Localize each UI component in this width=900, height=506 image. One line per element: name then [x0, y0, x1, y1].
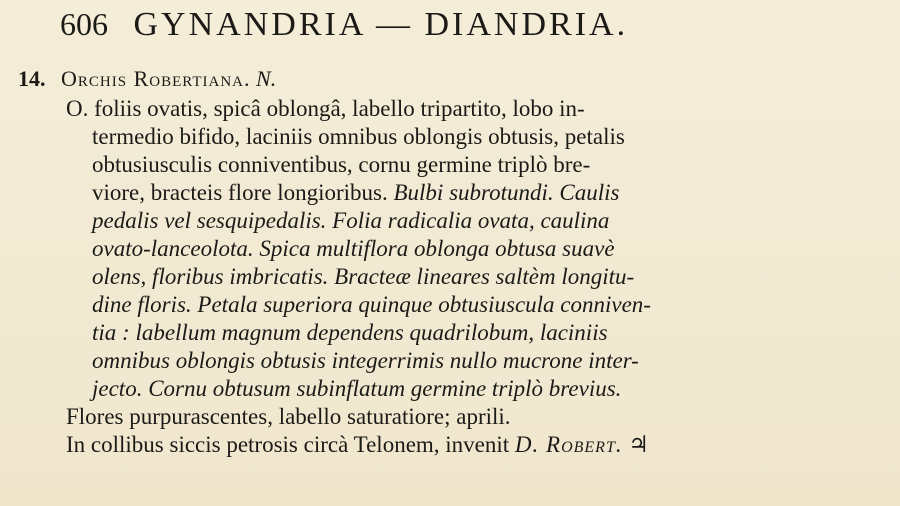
description-line-3: olens, floribus imbricatis. Bracteæ lineares saltèm longitu- [92, 264, 635, 289]
species-name: Orchis Robertiana. [61, 66, 251, 91]
page-header [60, 6, 880, 52]
diagnosis-line-2: termedio bifido, laciniis omnibus oblongis obtusis, petalis [92, 124, 625, 149]
species-heading [18, 66, 276, 92]
description-line-2: ovato-lanceolota. Spica multiflora oblonga obtusa suavè [92, 236, 615, 261]
entry-body [66, 95, 892, 459]
description-line-7: jecto. Cornu obtusum subinflatum germine triplò brevius. [92, 376, 622, 401]
flowers-note: Flores purpurascentes, labello saturatiore; aprili. [66, 404, 511, 429]
description-line-6: omnibus oblongis obtusis integerrimis nullo mucrone inter- [92, 348, 639, 373]
diagnosis-line-3: obtusiusculis conniventibus, cornu germine triplò bre- [92, 152, 591, 177]
diagnosis-line-1: O. foliis ovatis, spicâ oblongâ, labello tripartito, lobo in- [66, 96, 585, 121]
description-line-1: pedalis vel sesquipedalis. Folia radicalia ovata, caulina [92, 208, 610, 233]
description-line-4: dine floris. Petala superiora quinque obtusiuscula conniven- [92, 292, 651, 317]
diagnosis-line-4-text: viore, bracteis flore longioribus. [92, 180, 388, 205]
species-author: N. [256, 66, 277, 91]
running-title: GYNANDRIA — DIANDRIA. [133, 6, 629, 43]
collector-name: D. Robert. [514, 432, 623, 457]
description-start: Bulbi subrotundi. Caulis [393, 180, 620, 205]
habitat-text: In collibus siccis petrosis circà Telonem, invenit [66, 432, 510, 457]
species-number: 14. [18, 66, 46, 91]
description-line-5: tia : labellum magnum dependens quadrilobum, laciniis [92, 320, 608, 345]
habitat-note [66, 431, 892, 459]
page-number: 606 [60, 6, 108, 42]
diagnosis-line-4 [66, 179, 892, 207]
perennial-symbol: ♃ [628, 432, 649, 457]
